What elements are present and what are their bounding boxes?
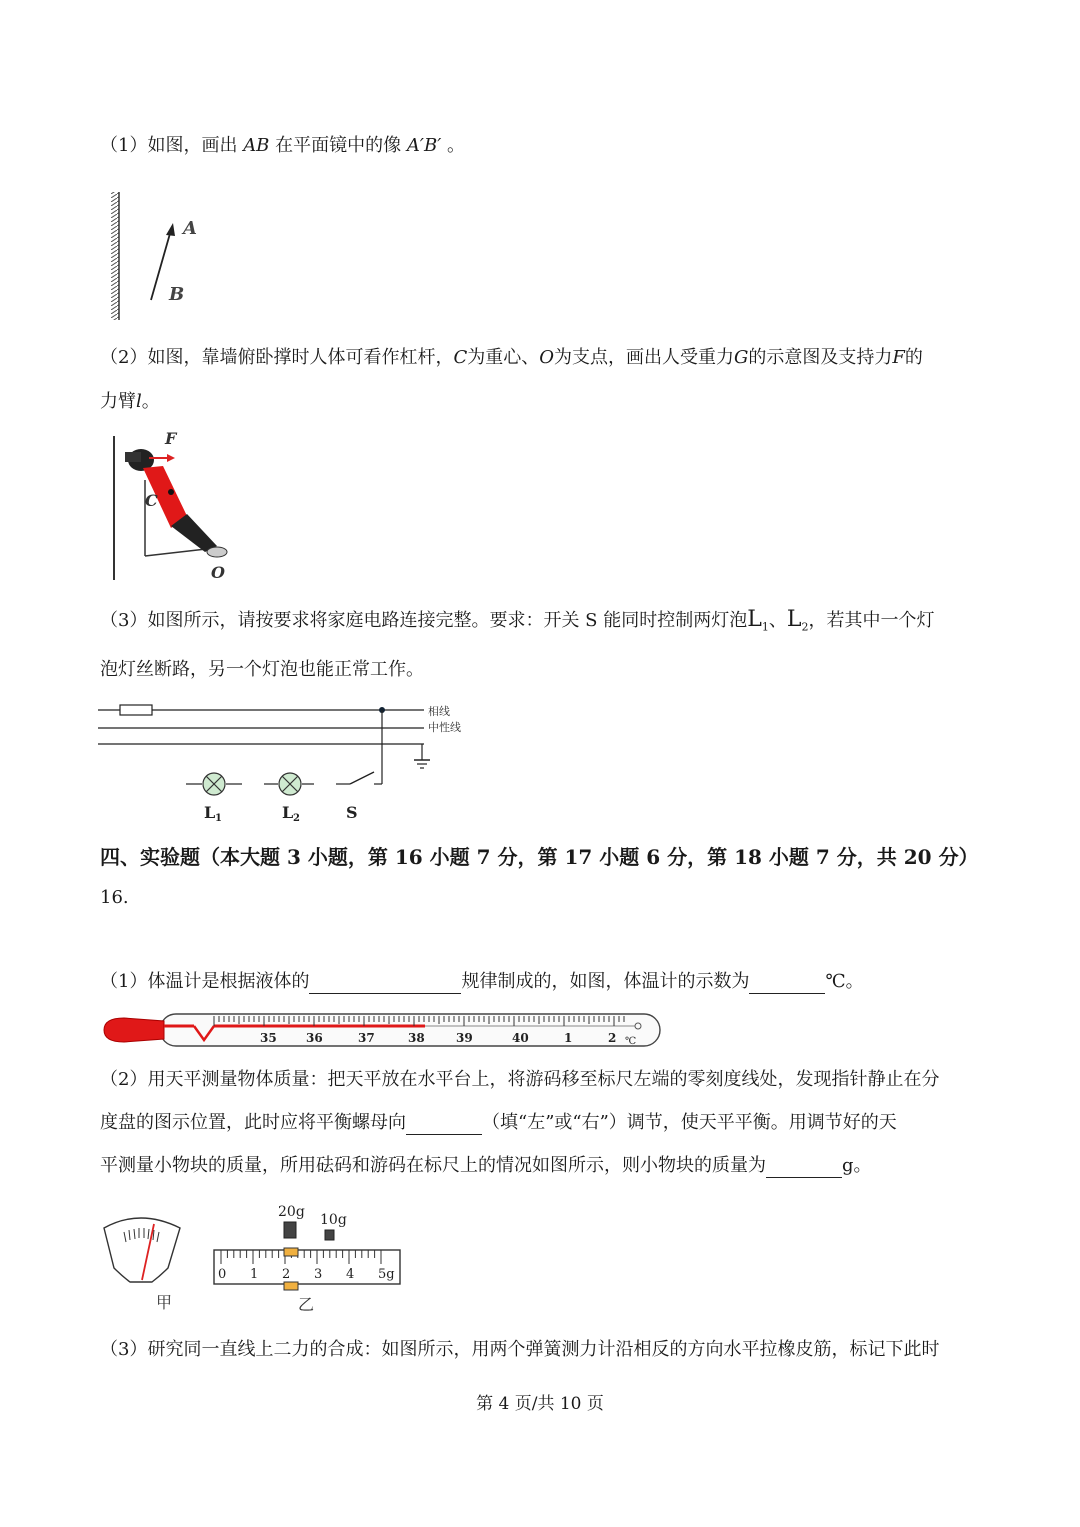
q16-2-line2 xyxy=(100,1111,897,1135)
sec-n5: 6 xyxy=(646,845,661,869)
sec-n8: 20 xyxy=(903,845,932,869)
thermometer-label: 35 xyxy=(260,1031,277,1045)
center-of-gravity xyxy=(168,489,174,495)
label-a: A xyxy=(183,218,197,239)
q16-1-a: （1）体温计是根据液体的 xyxy=(100,971,310,992)
sec-n1: 3 xyxy=(286,845,301,869)
rule-label: 3 xyxy=(314,1267,323,1282)
sec-t5: 小题 xyxy=(599,845,640,869)
sec-t8: 分，共 xyxy=(836,845,897,869)
thermometer-label: 1 xyxy=(564,1031,573,1045)
pushup-figure xyxy=(105,430,245,590)
balance-rule xyxy=(214,1250,400,1284)
q16-1-text xyxy=(100,970,864,994)
rule-label: 4 xyxy=(346,1267,355,1282)
arrow-head-icon xyxy=(166,223,175,236)
q3-sep: 、 xyxy=(768,610,787,631)
thermometer-unit: ℃ xyxy=(625,1036,637,1047)
label-neutral-wire: 中性线 xyxy=(428,721,461,734)
rule-label: 2 xyxy=(282,1267,291,1282)
thermometer-label: 40 xyxy=(512,1031,529,1045)
answer-blank-3[interactable] xyxy=(406,1114,482,1135)
thermometer-label: 38 xyxy=(408,1031,425,1045)
q2-text-5: 的 xyxy=(904,347,923,368)
rule-label: 5g xyxy=(378,1267,395,1282)
sec-t9: 分） xyxy=(938,845,979,869)
q3-line2: 泡灯丝断路，另一个灯泡也能正常工作。 xyxy=(100,659,424,680)
q2-var-o: O xyxy=(539,347,554,368)
label-c: C xyxy=(145,491,158,510)
thermometer-label: 39 xyxy=(456,1031,473,1045)
q2-line2 xyxy=(100,390,160,414)
q3-l2-sub: 2 xyxy=(801,620,809,634)
section-heading xyxy=(100,841,979,870)
q3-line1 xyxy=(100,608,934,640)
q1-text xyxy=(100,134,465,158)
q1-var-ab: AB xyxy=(243,135,270,156)
label-b: B xyxy=(169,284,185,305)
q2-var-g: G xyxy=(734,347,749,368)
sec-t6: 分，第 xyxy=(667,845,728,869)
q1-var-image: A′B′ xyxy=(406,135,442,156)
rider-bottom xyxy=(284,1282,298,1290)
label-fig-b: 乙 xyxy=(298,1295,315,1314)
question-number: 16. xyxy=(100,887,129,908)
q3-l2: L xyxy=(786,607,802,632)
balance-figure xyxy=(100,1198,410,1316)
q16-2-b: （填“左”或“右”）调节，使天平平衡。用调节好的天 xyxy=(482,1112,897,1133)
page-footer: 第 4 页/共 10 页 xyxy=(476,1394,604,1414)
q2-text-7: 。 xyxy=(141,391,160,412)
q16-2-c: 平测量小物块的质量，所用砝码和游码在标尺上的情况如图所示，则小物块的质量为 xyxy=(100,1155,766,1176)
label-live-wire: 相线 xyxy=(428,705,450,718)
weight-20g-icon xyxy=(284,1222,296,1238)
q16-2-line1: （2）用天平测量物体质量：把天平放在水平台上，将游码移至标尺左端的零刻度线处，发现指针静止在分 xyxy=(100,1069,940,1090)
thermometer-label: 37 xyxy=(358,1031,375,1045)
sec-t2: 小题，第 xyxy=(307,845,388,869)
sec-t3: 小题 xyxy=(429,845,470,869)
q2-line1 xyxy=(100,346,923,370)
answer-blank-4[interactable] xyxy=(766,1157,842,1178)
q16-1-c: ℃。 xyxy=(825,971,864,992)
weight-10g-icon xyxy=(325,1230,334,1240)
q16-2-d: g。 xyxy=(842,1155,872,1176)
q16-3-line1: （3）研究同一直线上二力的合成：如图所示，用两个弹簧测力计沿相反的方向水平拉橡皮筋，标记下此时 xyxy=(100,1339,940,1360)
sec-n6: 18 xyxy=(734,845,762,869)
thermometer-bulb xyxy=(104,1018,164,1042)
label-f: F xyxy=(165,430,177,448)
q2-text-6: 力臂 xyxy=(100,391,136,412)
label-fig-a: 甲 xyxy=(156,1293,173,1312)
rider-top xyxy=(284,1248,298,1256)
q3-l1-sub: 1 xyxy=(761,620,769,634)
label-weight-10g: 10g xyxy=(320,1212,347,1228)
plane-mirror xyxy=(111,192,119,320)
q2-var-c: C xyxy=(453,347,468,368)
rule-label: 0 xyxy=(218,1267,227,1282)
q1-end: 。 xyxy=(447,135,466,156)
q2-var-f: F xyxy=(892,347,905,368)
q3-text-2: ，若其中一个灯 xyxy=(808,610,935,631)
q3-l1: L xyxy=(747,607,762,632)
sec-t7: 小题 xyxy=(768,845,809,869)
q2-text-2: 为重心、 xyxy=(467,347,540,368)
thermometer-figure xyxy=(100,1010,670,1052)
object-ab xyxy=(151,230,171,300)
fuse-icon xyxy=(120,705,152,715)
sec-n2: 16 xyxy=(394,845,423,869)
q16-1-b: 规律制成的，如图，体温计的示数为 xyxy=(461,971,750,992)
answer-blank-1[interactable] xyxy=(309,973,461,994)
mirror-figure xyxy=(105,190,215,325)
sec-t4: 分，第 xyxy=(497,845,558,869)
sec-n7: 7 xyxy=(815,845,830,869)
label-lamp-2-sub: 2 xyxy=(293,813,300,824)
q1-mid: 在平面镜中的像 xyxy=(275,135,402,156)
label-lamp-2: L xyxy=(282,803,294,822)
q1-prefix: （1）如图，画出 xyxy=(100,135,238,156)
q16-2-line3 xyxy=(100,1154,872,1178)
switch-icon xyxy=(350,772,374,784)
label-o: O xyxy=(211,563,225,582)
q2-text-3: 为支点，画出人受重力 xyxy=(554,347,734,368)
circuit-figure xyxy=(98,696,478,826)
balance-dial xyxy=(104,1218,180,1282)
label-switch: S xyxy=(346,803,358,822)
sec-n4: 17 xyxy=(564,845,593,869)
label-weight-20g: 20g xyxy=(278,1204,305,1220)
label-lamp-1: L xyxy=(204,803,216,822)
thermometer-label: 36 xyxy=(306,1031,323,1045)
q3-text-1: （3）如图所示，请按要求将家庭电路连接完整。要求：开关 S 能同时控制两灯泡 xyxy=(100,610,748,631)
q2-text-4: 的示意图及支持力 xyxy=(748,347,893,368)
answer-blank-2[interactable] xyxy=(749,973,825,994)
q16-2-a: 度盘的图示位置，此时应将平衡螺母向 xyxy=(100,1112,406,1133)
sec-n3: 7 xyxy=(476,845,491,869)
force-arrow-icon xyxy=(167,454,175,462)
rule-label: 1 xyxy=(250,1267,259,1282)
label-lamp-1-sub: 1 xyxy=(215,813,222,824)
q2-var-l: l xyxy=(136,391,142,412)
sec-t1: 四、实验题（本大题 xyxy=(100,845,280,869)
q2-text-1: （2）如图，靠墙俯卧撑时人体可看作杠杆， xyxy=(100,347,454,368)
thermometer-label: 2 xyxy=(608,1031,617,1045)
